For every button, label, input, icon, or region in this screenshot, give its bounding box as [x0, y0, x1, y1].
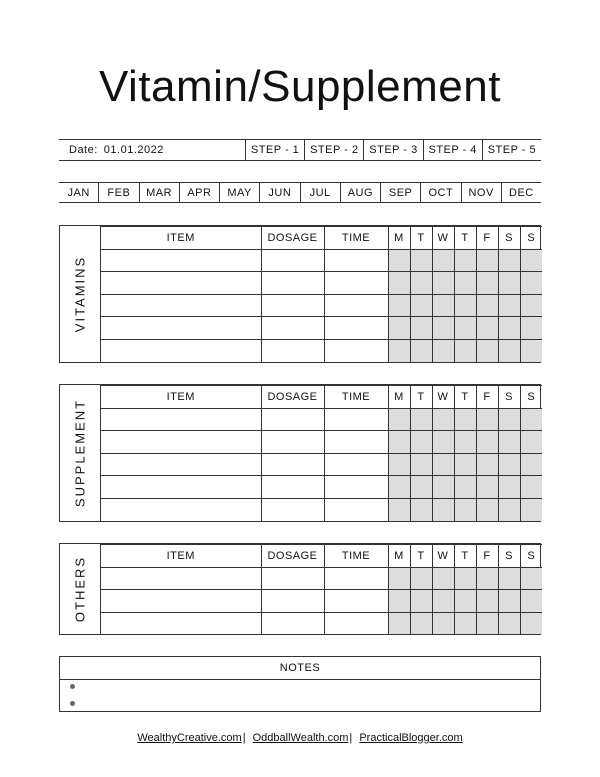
day-checkbox-cell[interactable]	[432, 567, 454, 590]
item-cell[interactable]	[101, 590, 261, 613]
item-cell[interactable]	[101, 339, 261, 361]
month-cell[interactable]: APR	[179, 183, 219, 202]
day-header: T	[454, 386, 476, 409]
day-checkbox-cell[interactable]	[454, 294, 476, 317]
day-checkbox-cell[interactable]	[388, 408, 410, 431]
day-checkbox-cell[interactable]	[388, 431, 410, 454]
day-header: W	[432, 227, 454, 250]
day-checkbox-cell[interactable]	[520, 249, 542, 272]
time-cell[interactable]	[324, 476, 388, 499]
table-row	[101, 567, 542, 590]
day-checkbox-cell[interactable]	[432, 498, 454, 520]
day-header: W	[432, 386, 454, 409]
day-checkbox-cell[interactable]	[476, 339, 498, 361]
day-checkbox-cell[interactable]	[432, 476, 454, 499]
tracker-grid	[101, 385, 542, 521]
day-checkbox-cell[interactable]	[388, 317, 410, 340]
month-cell[interactable]: OCT	[420, 183, 460, 202]
day-checkbox-cell[interactable]	[476, 249, 498, 272]
day-checkbox-cell[interactable]	[454, 612, 476, 634]
day-checkbox-cell[interactable]	[410, 408, 432, 431]
item-cell[interactable]	[101, 431, 261, 454]
tracker-grid	[101, 226, 542, 362]
item-header: ITEM	[101, 227, 261, 250]
day-checkbox-cell[interactable]	[520, 431, 542, 454]
day-header: S	[520, 386, 542, 409]
item-cell[interactable]	[101, 453, 261, 476]
item-cell[interactable]	[101, 567, 261, 590]
table-header-row	[101, 545, 542, 568]
table-row	[101, 476, 542, 499]
dosage-cell[interactable]	[261, 317, 324, 340]
day-header: T	[410, 386, 432, 409]
time-cell[interactable]	[324, 272, 388, 295]
time-cell[interactable]	[324, 249, 388, 272]
day-checkbox-cell[interactable]	[454, 590, 476, 613]
day-checkbox-cell[interactable]	[498, 431, 520, 454]
dosage-header: DOSAGE	[261, 545, 324, 568]
day-checkbox-cell[interactable]	[520, 567, 542, 590]
step-cell[interactable]: STEP - 4	[423, 140, 482, 160]
day-checkbox-cell[interactable]	[410, 249, 432, 272]
time-cell[interactable]	[324, 612, 388, 634]
time-cell[interactable]	[324, 590, 388, 613]
table-row	[101, 339, 542, 361]
time-header: TIME	[324, 386, 388, 409]
footer-link[interactable]: PracticalBlogger.com	[359, 732, 463, 744]
day-checkbox-cell[interactable]	[410, 567, 432, 590]
time-header: TIME	[324, 545, 388, 568]
day-checkbox-cell[interactable]	[388, 249, 410, 272]
day-header: F	[476, 227, 498, 250]
dosage-cell[interactable]	[261, 612, 324, 634]
section-label: OTHERS	[72, 556, 88, 623]
time-cell[interactable]	[324, 498, 388, 520]
day-checkbox-cell[interactable]	[388, 567, 410, 590]
month-cell[interactable]: JUL	[300, 183, 340, 202]
day-checkbox-cell[interactable]	[476, 590, 498, 613]
table-header-row	[101, 386, 542, 409]
day-checkbox-cell[interactable]	[432, 453, 454, 476]
day-checkbox-cell[interactable]	[454, 453, 476, 476]
table-row	[101, 453, 542, 476]
day-checkbox-cell[interactable]	[498, 567, 520, 590]
item-cell[interactable]	[101, 408, 261, 431]
day-checkbox-cell[interactable]	[454, 476, 476, 499]
day-checkbox-cell[interactable]	[410, 590, 432, 613]
month-cell[interactable]: JAN	[67, 186, 90, 199]
day-checkbox-cell[interactable]	[498, 249, 520, 272]
day-checkbox-cell[interactable]	[476, 317, 498, 340]
day-checkbox-cell[interactable]	[498, 476, 520, 499]
dosage-cell[interactable]	[261, 453, 324, 476]
time-cell[interactable]	[324, 408, 388, 431]
day-checkbox-cell[interactable]	[410, 498, 432, 520]
item-header: ITEM	[101, 386, 261, 409]
dosage-cell[interactable]	[261, 476, 324, 499]
day-checkbox-cell[interactable]	[454, 498, 476, 520]
day-checkbox-cell[interactable]	[520, 453, 542, 476]
day-checkbox-cell[interactable]	[498, 272, 520, 295]
table-row	[101, 408, 542, 431]
dosage-cell[interactable]	[261, 294, 324, 317]
day-checkbox-cell[interactable]	[388, 339, 410, 361]
day-checkbox-cell[interactable]	[498, 317, 520, 340]
table-row	[101, 317, 542, 340]
footer-separator: |	[242, 732, 246, 744]
day-checkbox-cell[interactable]	[520, 294, 542, 317]
day-checkbox-cell[interactable]	[432, 590, 454, 613]
dosage-cell[interactable]	[261, 567, 324, 590]
day-checkbox-cell[interactable]	[388, 476, 410, 499]
day-checkbox-cell[interactable]	[410, 339, 432, 361]
day-checkbox-cell[interactable]	[410, 476, 432, 499]
dosage-cell[interactable]	[261, 272, 324, 295]
day-checkbox-cell[interactable]	[520, 476, 542, 499]
footer	[0, 732, 600, 744]
day-header: T	[410, 227, 432, 250]
day-checkbox-cell[interactable]	[476, 453, 498, 476]
date-steps-row	[59, 139, 541, 161]
day-checkbox-cell[interactable]	[476, 294, 498, 317]
day-header: M	[388, 545, 410, 568]
tracker-table-others	[59, 543, 541, 635]
day-header: S	[520, 227, 542, 250]
dosage-header: DOSAGE	[261, 386, 324, 409]
day-checkbox-cell[interactable]	[520, 408, 542, 431]
day-header: T	[410, 545, 432, 568]
day-checkbox-cell[interactable]	[454, 408, 476, 431]
day-checkbox-cell[interactable]	[388, 498, 410, 520]
day-checkbox-cell[interactable]	[388, 272, 410, 295]
day-checkbox-cell[interactable]	[476, 408, 498, 431]
dosage-cell[interactable]	[261, 431, 324, 454]
notes-heading: NOTES	[60, 657, 540, 680]
item-cell[interactable]	[101, 249, 261, 272]
dosage-cell[interactable]	[261, 498, 324, 520]
day-checkbox-cell[interactable]	[432, 272, 454, 295]
dosage-cell[interactable]	[261, 590, 324, 613]
footer-link[interactable]: WealthyCreative.com	[137, 732, 242, 744]
footer-link[interactable]: OddballWealth.com	[252, 732, 349, 744]
month-cell[interactable]: AUG	[340, 183, 380, 202]
day-checkbox-cell[interactable]	[476, 272, 498, 295]
day-checkbox-cell[interactable]	[520, 498, 542, 520]
month-cell[interactable]: NOV	[461, 183, 501, 202]
day-checkbox-cell[interactable]	[388, 612, 410, 634]
time-cell[interactable]	[324, 431, 388, 454]
table-row	[101, 249, 542, 272]
day-header: M	[388, 227, 410, 250]
day-checkbox-cell[interactable]	[476, 498, 498, 520]
bullet-point	[70, 684, 75, 689]
footer-separator: |	[349, 732, 353, 744]
time-cell[interactable]	[324, 567, 388, 590]
notes-box	[59, 656, 541, 712]
month-cell[interactable]: FEB	[98, 183, 138, 202]
day-checkbox-cell[interactable]	[498, 453, 520, 476]
day-checkbox-cell[interactable]	[476, 612, 498, 634]
day-checkbox-cell[interactable]	[520, 612, 542, 634]
item-cell[interactable]	[101, 272, 261, 295]
day-checkbox-cell[interactable]	[388, 590, 410, 613]
day-checkbox-cell[interactable]	[410, 431, 432, 454]
dosage-cell[interactable]	[261, 408, 324, 431]
day-checkbox-cell[interactable]	[476, 567, 498, 590]
month-cell[interactable]: DEC	[501, 183, 541, 202]
item-cell[interactable]	[101, 476, 261, 499]
day-checkbox-cell[interactable]	[432, 612, 454, 634]
day-checkbox-cell[interactable]	[388, 453, 410, 476]
day-checkbox-cell[interactable]	[410, 453, 432, 476]
day-checkbox-cell[interactable]	[432, 408, 454, 431]
item-header: ITEM	[101, 545, 261, 568]
day-header: S	[498, 227, 520, 250]
day-checkbox-cell[interactable]	[520, 272, 542, 295]
month-cell[interactable]: SEP	[380, 183, 420, 202]
dosage-cell[interactable]	[261, 339, 324, 361]
table-row	[101, 612, 542, 634]
time-cell[interactable]	[324, 317, 388, 340]
bullet-point	[70, 701, 75, 706]
day-checkbox-cell[interactable]	[410, 612, 432, 634]
day-checkbox-cell[interactable]	[388, 294, 410, 317]
day-checkbox-cell[interactable]	[432, 317, 454, 340]
tracker-table-vitamins	[59, 225, 541, 363]
day-header: M	[388, 386, 410, 409]
day-header: W	[432, 545, 454, 568]
day-checkbox-cell[interactable]	[454, 249, 476, 272]
day-checkbox-cell[interactable]	[520, 317, 542, 340]
day-checkbox-cell[interactable]	[498, 294, 520, 317]
day-checkbox-cell[interactable]	[476, 431, 498, 454]
dosage-header: DOSAGE	[261, 227, 324, 250]
item-cell[interactable]	[101, 317, 261, 340]
section-label-cell	[60, 226, 101, 362]
day-checkbox-cell[interactable]	[432, 249, 454, 272]
day-checkbox-cell[interactable]	[454, 339, 476, 361]
day-checkbox-cell[interactable]	[454, 317, 476, 340]
section-label: SUPPLEMENT	[72, 398, 88, 507]
month-cell[interactable]: JUN	[259, 183, 299, 202]
month-row	[59, 182, 541, 203]
tracker-table-supplement	[59, 384, 541, 522]
day-checkbox-cell[interactable]	[520, 339, 542, 361]
step-cell[interactable]: STEP - 2	[304, 140, 363, 160]
day-checkbox-cell[interactable]	[498, 612, 520, 634]
step-cell[interactable]: STEP - 5	[482, 140, 541, 160]
day-header: T	[454, 227, 476, 250]
date-value: 01.01.2022	[103, 144, 164, 156]
date-label: Date:	[69, 144, 98, 156]
section-label-cell	[60, 385, 101, 521]
table-header-row	[101, 227, 542, 250]
time-cell[interactable]	[324, 453, 388, 476]
date-cell[interactable]	[59, 140, 245, 160]
month-cell[interactable]: MAY	[219, 183, 259, 202]
time-cell[interactable]	[324, 294, 388, 317]
day-header: S	[498, 545, 520, 568]
day-checkbox-cell[interactable]	[454, 431, 476, 454]
day-checkbox-cell[interactable]	[454, 272, 476, 295]
day-checkbox-cell[interactable]	[410, 294, 432, 317]
table-row	[101, 294, 542, 317]
day-header: S	[498, 386, 520, 409]
step-cell[interactable]: STEP - 3	[363, 140, 422, 160]
time-cell[interactable]	[324, 339, 388, 361]
table-row	[101, 272, 542, 295]
table-row	[101, 590, 542, 613]
day-checkbox-cell[interactable]	[498, 590, 520, 613]
item-cell[interactable]	[101, 294, 261, 317]
day-header: F	[476, 545, 498, 568]
page-title: Vitamin/Supplement	[99, 62, 501, 111]
item-cell[interactable]	[101, 612, 261, 634]
day-checkbox-cell[interactable]	[520, 590, 542, 613]
table-row	[101, 431, 542, 454]
day-checkbox-cell[interactable]	[432, 294, 454, 317]
section-label-cell	[60, 544, 101, 634]
day-checkbox-cell[interactable]	[410, 317, 432, 340]
day-checkbox-cell[interactable]	[498, 498, 520, 520]
day-header: T	[454, 545, 476, 568]
item-cell[interactable]	[101, 498, 261, 520]
dosage-cell[interactable]	[261, 249, 324, 272]
time-header: TIME	[324, 227, 388, 250]
month-cell[interactable]: MAR	[139, 183, 179, 202]
step-cell[interactable]: STEP - 1	[245, 140, 304, 160]
day-checkbox-cell[interactable]	[432, 339, 454, 361]
day-header: F	[476, 386, 498, 409]
day-checkbox-cell[interactable]	[410, 272, 432, 295]
tracker-grid	[101, 544, 542, 634]
day-checkbox-cell[interactable]	[432, 431, 454, 454]
day-checkbox-cell[interactable]	[476, 476, 498, 499]
day-header: S	[520, 545, 542, 568]
day-checkbox-cell[interactable]	[498, 339, 520, 361]
day-checkbox-cell[interactable]	[454, 567, 476, 590]
day-checkbox-cell[interactable]	[498, 408, 520, 431]
section-label: VITAMINS	[72, 255, 88, 332]
table-row	[101, 498, 542, 520]
